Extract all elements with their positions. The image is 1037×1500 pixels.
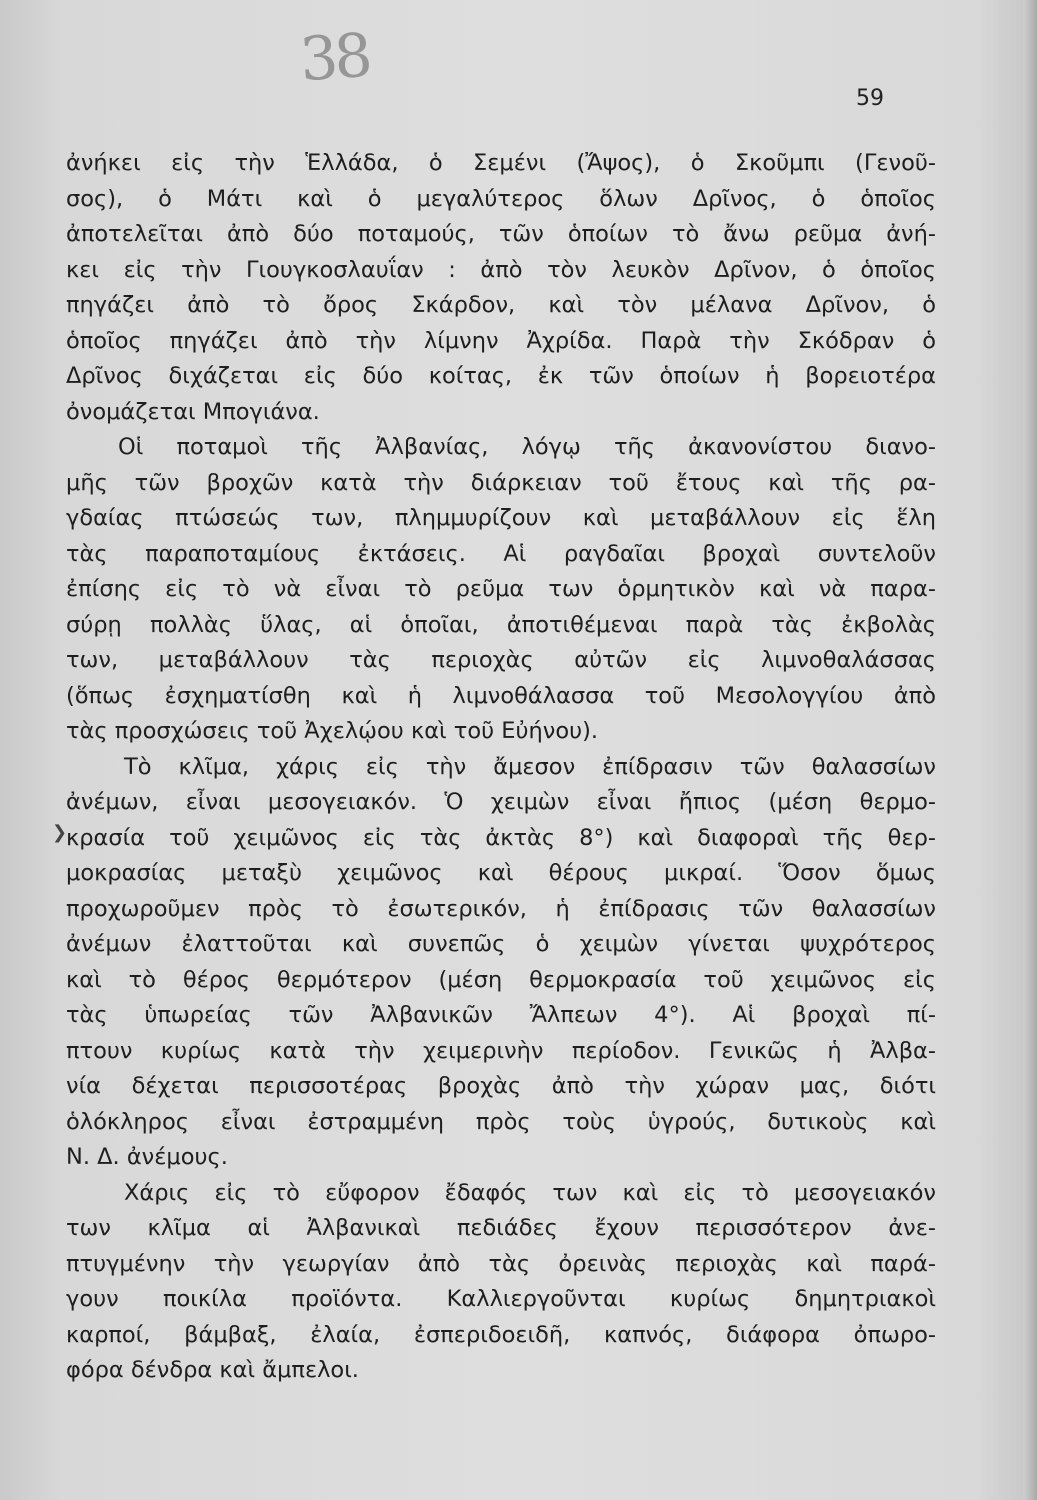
text-line: κρασία τοῦ χειμῶνος εἰς τὰς ἀκτὰς 8°) καὶ διαφοραὶ τῆς θερ-	[66, 824, 936, 851]
text-line: των κλῖμα αἱ Ἀλβανικαὶ πεδιάδες ἔχουν περισσότερον ἀνε-	[66, 1215, 936, 1241]
text-line: τὰς παραποταμίους ἐκτάσεις. Αἱ ραγδαῖαι βροχαὶ συντελοῦν	[66, 540, 936, 567]
text-line: τὰς προσχώσεις τοῦ Ἀχελῴου καὶ τοῦ Εὐήνου).	[66, 718, 599, 744]
text-line: γουν ποικίλα προϊόντα. Καλλιεργοῦνται κυρίως δημητριακοὶ	[66, 1286, 936, 1312]
text-line: πτυγμένην τὴν γεωργίαν ἀπὸ τὰς ὀρεινὰς περιοχὰς καὶ παρά-	[66, 1250, 936, 1277]
text-line: Ν. Δ. ἀνέμους.	[66, 1144, 228, 1170]
margin-mark-icon: ❯	[52, 822, 68, 843]
text-line: μῆς τῶν βροχῶν κατὰ τὴν διάρκειαν τοῦ ἔτους καὶ τῆς ρα-	[66, 469, 936, 496]
text-line: ἀνέμων ἐλαττοῦται καὶ συνεπῶς ὁ χειμὼν γίνεται ψυχρότερος	[66, 931, 936, 957]
text-line: Τὸ κλῖμα, χάρις εἰς τὴν ἄμεσον ἐπίδρασιν τῶν θαλασσίων	[124, 753, 936, 780]
text-line: τὰς ὑπωρείας τῶν Ἀλβανικῶν Ἄλπεων 4°). Αἱ βροχαὶ πί-	[66, 1002, 936, 1028]
text-line: Χάρις εἰς τὸ εὔφορον ἔδαφός των καὶ εἰς τὸ μεσογειακόν	[124, 1179, 936, 1206]
text-line: σύρῃ πολλὰς ὕλας, αἱ ὁποῖαι, ἀποτιθέμεναι παρὰ τὰς ἐκβολὰς	[66, 611, 936, 638]
text-line: νία δέχεται περισσοτέρας βροχὰς ἀπὸ τὴν χώραν μας, διότι	[66, 1073, 936, 1099]
text-line: ἀποτελεῖται ἀπὸ δύο ποταμούς, τῶν ὁποίων τὸ ἄνω ρεῦμα ἀνή-	[66, 221, 936, 247]
text-line: ὀνομάζεται Μπογιάνα.	[66, 398, 320, 425]
text-line: πηγάζει ἀπὸ τὸ ὄρος Σκάρδον, καὶ τὸν μέλανα Δρῖνον, ὁ	[66, 292, 936, 318]
text-line: ὁποῖος πηγάζει ἀπὸ τὴν λίμνην Ἀχρίδα. Παρὰ τὴν Σκόδραν ὁ	[66, 327, 936, 354]
text-line: Δρῖνος διχάζεται εἰς δύο κοίτας, ἐκ τῶν ὁποίων ἡ βορειοτέρα	[66, 363, 936, 389]
text-line: κει εἰς τὴν Γιουγκοσλαυΐαν : ἀπὸ τὸν λευκὸν Δρῖνον, ὁ ὁποῖος	[66, 256, 936, 283]
text-line: καὶ τὸ θέρος θερμότερον (μέση θερμοκρασία τοῦ χειμῶνος εἰς	[66, 966, 936, 993]
printed-page-number: 59	[856, 86, 884, 111]
text-line: σος), ὁ Μάτι καὶ ὁ μεγαλύτερος ὅλων Δρῖνος, ὁ ὁποῖος	[66, 185, 936, 212]
text-line: Οἱ ποταμοὶ τῆς Ἀλβανίας, λόγῳ τῆς ἀκανονίστου διανο-	[118, 434, 936, 460]
text-line: των, μεταβάλλουν τὰς περιοχὰς αὐτῶν εἰς λιμνοθαλάσσας	[66, 647, 936, 673]
text-line: καρποί, βάμβαξ, ἐλαία, ἐσπεριδοειδῆ, καπνός, διάφορα ὀπωρο-	[66, 1321, 936, 1348]
handwritten-page-number: 38	[297, 20, 371, 96]
text-line: (ὅπως ἐσχηματίσθη καὶ ἡ λιμνοθάλασσα τοῦ Μεσολογγίου ἀπὸ	[66, 682, 936, 709]
text-line: ἀνέμων, εἶναι μεσογειακόν. Ὁ χειμὼν εἶναι ἤπιος (μέση θερμο-	[66, 789, 936, 815]
text-line: πτουν κυρίως κατὰ τὴν χειμερινὴν περίοδον. Γενικῶς ἡ Ἀλβα-	[66, 1037, 936, 1064]
page-edge-shadow	[1023, 0, 1037, 1500]
text-line: ὁλόκληρος εἶναι ἐστραμμένη πρὸς τοὺς ὑγρούς, δυτικοὺς καὶ	[66, 1108, 936, 1135]
text-line: γδαίας πτώσεώς των, πλημμυρίζουν καὶ μεταβάλλουν εἰς ἕλη	[66, 505, 936, 531]
text-line: φόρα δένδρα καὶ ἄμπελοι.	[66, 1357, 359, 1383]
body-text	[66, 146, 936, 1389]
text-line: ἀνήκει εἰς τὴν Ἑλλάδα, ὁ Σεμένι (Ἄψος), ὁ Σκοῦμπι (Γενοῦ-	[66, 150, 936, 176]
text-line: ἐπίσης εἰς τὸ νὰ εἶναι τὸ ρεῦμα των ὁρμητικὸν καὶ νὰ παρα-	[66, 576, 936, 602]
text-line: μοκρασίας μεταξὺ χειμῶνος καὶ θέρους μικραί. Ὅσον ὅμως	[66, 860, 936, 886]
text-line: προχωροῦμεν πρὸς τὸ ἐσωτερικόν, ἡ ἐπίδρασις τῶν θαλασσίων	[66, 895, 936, 922]
